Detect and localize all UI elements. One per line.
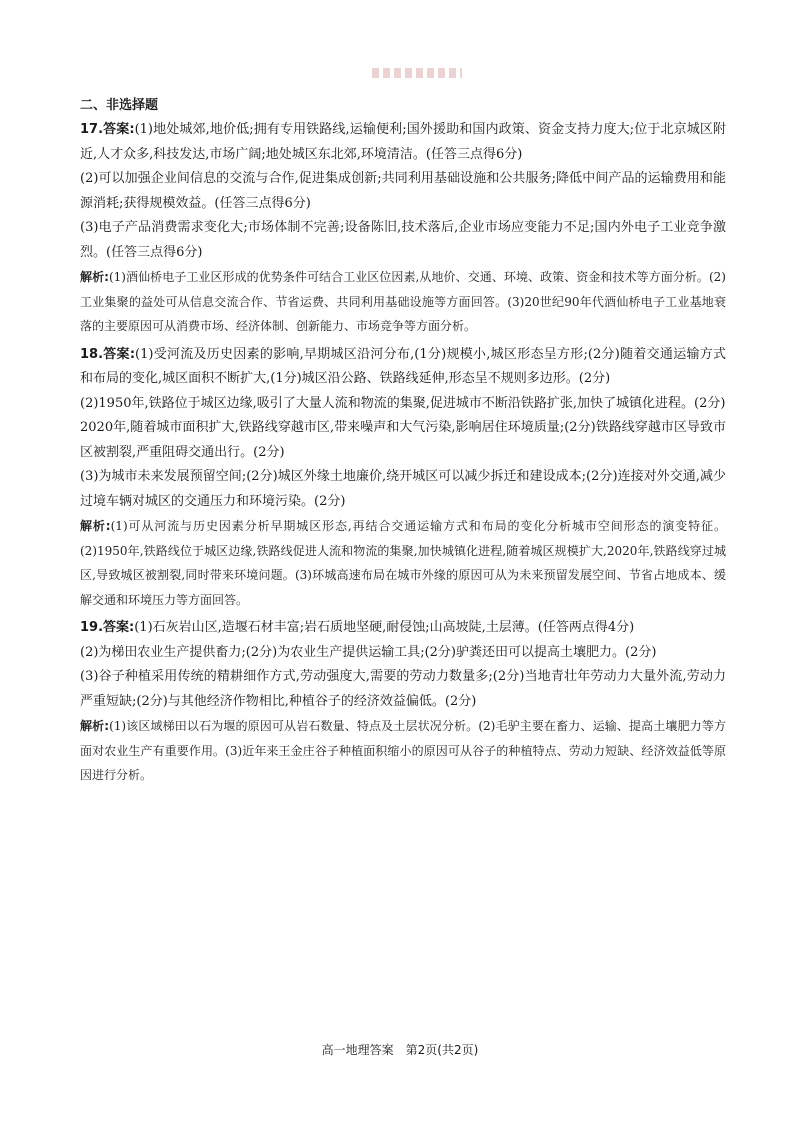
answer-part-1: (1)受河流及历史因素的影响,早期城区沿河分布,(1分)规模小,城区形态呈方形;(2分)随着交通运输方式和布局的变化,城区面积不断扩大,(1分)城区沿公路、铁路线延伸,形态呈不规则多边形。(2分) xyxy=(80,346,726,386)
analysis xyxy=(80,714,726,788)
answer-part-1: (1)石灰岩山区,造堰石材丰富;岩石质地坚硬,耐侵蚀;山高坡陡,土层薄。(任答两点得4分) xyxy=(134,620,635,635)
answer-part-3: 2020年,随着城市面积扩大,铁路线穿越市区,带来噪声和大气污染,影响居住环境质量;(2分)铁路线穿越市区导致市区被割裂,严重阻碍交通出行。(2分) xyxy=(80,420,726,460)
question-number: 19. xyxy=(80,620,104,635)
answer-label: 答案: xyxy=(103,620,135,635)
answer-label: 答案: xyxy=(103,122,135,137)
analysis xyxy=(80,514,726,612)
analysis-text: (1)可从河流与历史因素分析早期城区形态,再结合交通运输方式和布局的变化分析城市空间形态的演变特征。(2)1950年,铁路线位于城区边缘,铁路线促进人流和物流的集聚,加快城镇化进程,随着城区规模扩大,2020年,铁路线穿过城区,导致城区被割裂,同时带来环境问题。(3)环城高速布局在城市外缘的原因可从为未来预留发展空间、节省占地成本、缓解交通和环境压力等方面回答。 xyxy=(80,519,726,607)
answer-label: 答案: xyxy=(103,346,136,362)
question-answer-1 xyxy=(80,343,726,392)
analysis-text: (1)该区域梯田以石为堰的原因可从岩石数量、特点及土层状况分析。(2)毛驴主要在畜力、运输、提高土壤肥力等方面对农业生产有重要作用。(3)近年来王金庄谷子种植面积缩小的原因可从谷子的种植特点、劳动力短缺、经济效益低等原因进行分析。 xyxy=(80,719,726,782)
question-number: 17. xyxy=(80,122,104,137)
question-answer-1 xyxy=(80,118,726,167)
header-watermark xyxy=(372,68,462,78)
analysis-label: 解析: xyxy=(80,270,109,284)
question-answer-1 xyxy=(80,616,726,641)
page-footer: 高一地理答案 第2页(共2页) xyxy=(321,1043,479,1057)
answer-part-2: (2)可以加强企业间信息的交流与合作,促进集成创新;共同利用基础设施和公共服务;降低中间产品的运输费用和能源消耗;获得规模效益。(任答三点得6分) xyxy=(80,171,726,211)
analysis-label: 解析: xyxy=(80,519,111,533)
analysis xyxy=(80,265,726,339)
answer-part-4: (3)为城市未来发展预留空间;(2分)城区外缘土地廉价,绕开城区可以减少拆迁和建设成本;(2分)连接对外交通,减少过境车辆对城区的交通压力和环境污染。(2分) xyxy=(80,469,726,509)
analysis-label: 解析: xyxy=(80,719,110,733)
page-content xyxy=(80,96,726,792)
section-title: 二、非选择题 xyxy=(80,98,159,113)
question-18 xyxy=(80,343,726,613)
answer-part-3: (3)电子产品消费需求变化大;市场体制不完善;设备陈旧,技术落后,企业市场应变能力不足;国内外电子工业竞争激烈。(任答三点得6分) xyxy=(80,220,726,260)
answer-part-3: (3)谷子种植采用传统的精耕细作方式,劳动强度大,需要的劳动力数量多;(2分)当地青壮年劳动力大量外流,劳动力严重短缺;(2分)与其他经济作物相比,种植谷子的经济效益偏低。(2分) xyxy=(80,669,726,709)
answer-part-2: (2)1950年,铁路位于城区边缘,吸引了大量人流和物流的集聚,促进城市不断沿铁路扩张,加快了城镇化进程。(2分) xyxy=(80,395,726,411)
question-number: 18. xyxy=(80,346,104,362)
question-19 xyxy=(80,616,726,788)
answer-part-1: (1)地处城郊,地价低;拥有专用铁路线,运输便利;国外援助和国内政策、资金支持力度大;位于北京城区附近,人才众多,科技发达,市场广阔;地处城区东北郊,环境清洁。(任答三点得6分) xyxy=(80,122,726,162)
analysis-text: (1)酒仙桥电子工业区形成的优势条件可结合工业区位因素,从地价、交通、环境、政策、资金和技术等方面分析。(2)工业集聚的益处可从信息交流合作、节省运费、共同利用基础设施等方面回答。(3)20世纪90年代酒仙桥电子工业基地衰落的主要原因可从消费市场、经济体制、创新能力、市场竞争等方面分析。 xyxy=(80,270,726,333)
question-17 xyxy=(80,118,726,339)
answer-part-2: (2)为梯田农业生产提供畜力;(2分)为农业生产提供运输工具;(2分)驴粪还田可以提高土壤肥力。(2分) xyxy=(80,644,657,660)
